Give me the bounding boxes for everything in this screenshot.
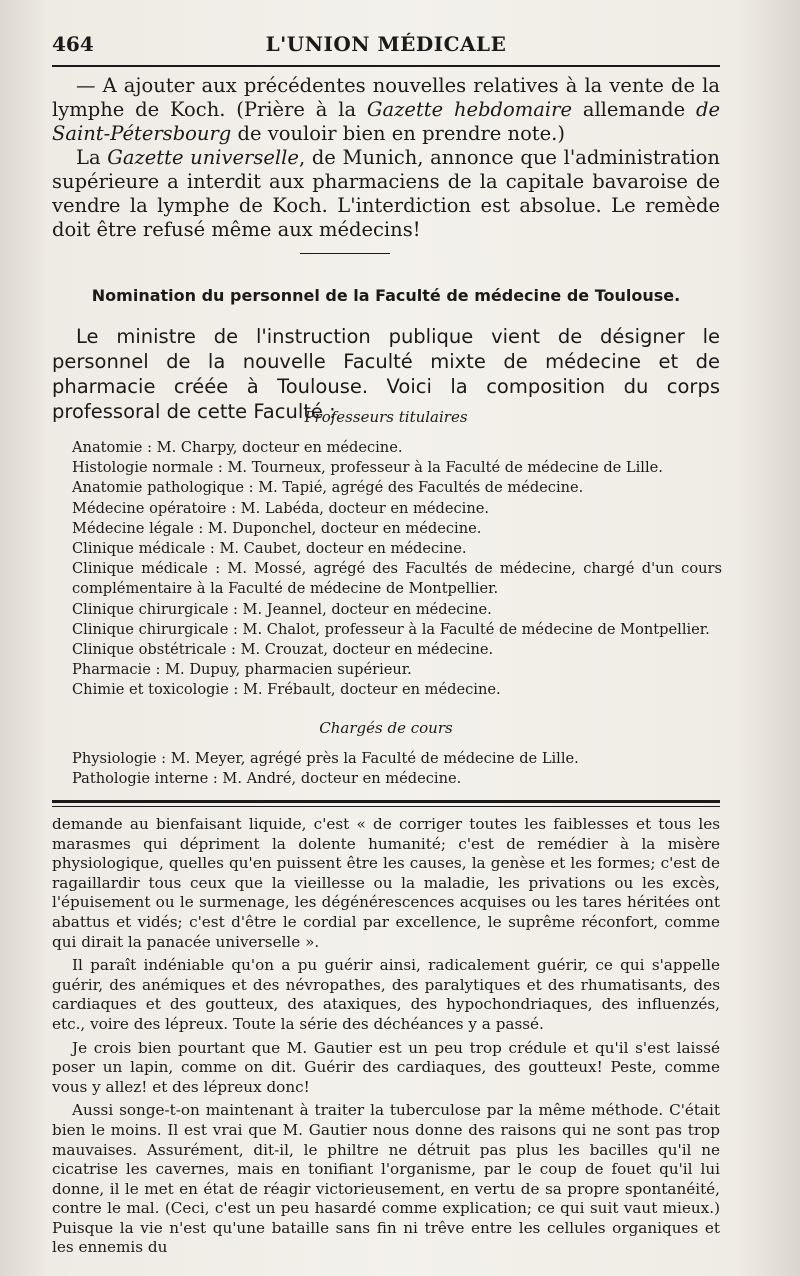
list-item: Clinique médicale : M. Caubet, docteur en médecine. [72, 540, 467, 558]
news-paragraph-koch-sale: — A ajouter aux précédentes nouvelles relatives à la vente de la lymphe de Koch. (Prière à la Gazette hebdomaire allemande de Saint-Pétersbourg de vouloir bien en prendre note.) [52, 74, 721, 145]
article-paragraph: Je crois bien pourtant que M. Gautier est un peu trop crédule et qu'il s'est laissé poser un lapin, comme on dit. Guérir des cardiaques, des goutteux! Peste, comme vous y allez! et des lépreux donc! [52, 1038, 720, 1096]
list-item: Histologie normale : M. Tourneux, professeur à la Faculté de médecine de Lille. [72, 459, 663, 477]
charges-heading: Chargés de cours [319, 719, 453, 737]
column-divider-thick [52, 800, 720, 803]
nomination-intro: Le ministre de l'instruction publique vient de désigner le personnel de la nouvelle Faculté mixte de médecine et de pharmacie créée à Toulouse. Voici la composition du corps professoral de cette Faculté : [52, 325, 720, 423]
section-divider [300, 253, 390, 254]
nomination-heading: Nomination du personnel de la Faculté de médecine de Toulouse. [91, 286, 681, 305]
list-item: Clinique chirurgicale : M. Jeannel, docteur en médecine. [72, 600, 492, 618]
professeurs-heading: Professeurs titulaires [304, 408, 468, 426]
page-number: 464 [52, 32, 94, 56]
charges-list [72, 749, 722, 789]
list-item: Pathologie interne : M. André, docteur en médecine. [72, 770, 462, 788]
professeurs-list [72, 438, 722, 701]
list-item: Clinique chirurgicale : M. Chalot, professeur à la Faculté de médecine de Montpellier. [72, 620, 710, 638]
column-divider-thin [52, 806, 720, 807]
header-rule [52, 65, 720, 67]
list-item: Chimie et toxicologie : M. Frébault, docteur en médecine. [72, 681, 501, 699]
running-title: L'UNION MÉDICALE [265, 32, 507, 56]
list-item: Clinique médicale : M. Mossé, agrégé des Facultés de médecine, chargé d'un cours complémentaire à la Faculté de médecine de Montpellier. [72, 560, 722, 598]
list-item: Clinique obstétricale : M. Crouzat, docteur en médecine. [72, 641, 494, 659]
news-items [52, 74, 720, 242]
article-paragraph: demande au bienfaisant liquide, c'est « de corriger toutes les faiblesses et tous les marasmes qui dépriment la dolente humanité; c'est de remédier à la misère physiologique, quelles qu'en puissent être les causes, la genèse et les formes; c'est de ragaillardir tous ceux que la vieillesse ou la maladie, les privations ou les excès, l'épuisement ou le surmenage, les dégénérescences acquises ou les tares héritées ont abattus et vidés; c'est d'être le cordial par excellence, le suprême réconfort, comme qui dirait la panacée universelle ». [52, 815, 720, 951]
page-header [52, 30, 720, 58]
list-item: Anatomie pathologique : M. Tapié, agrégé des Facultés de médecine. [72, 479, 584, 497]
list-item: Médecine légale : M. Duponchel, docteur en médecine. [72, 519, 482, 537]
article-paragraph: Aussi songe-t-on maintenant à traiter la tuberculose par la même méthode. C'était bien le moins. Il est vrai que M. Gautier nous donne des raisons qui ne sont pas trop mauvaises. Assurément, dit-il, le philtre ne détruit pas plus les bacilles qu'il ne cicatrise les cavernes, mais en tonifiant l'organisme, par le coup de fouet qu'il lui donne, il le met en état de réagir victorieusement, en vertu de sa propre spontanéité, contre le mal. (Ceci, c'est un peu hasardé comme explication; ce qui suit vaut mieux.) Puisque la vie n'est qu'une bataille sans fin ni trêve entre les cellules organiques et les ennemis du [52, 1101, 720, 1257]
news-paragraph-munich: La Gazette universelle, de Munich, annonce que l'administration supérieure a interdit aux pharmaciens de la capitale bavaroise de vendre la lymphe de Koch. L'interdiction est absolue. Le remède doit être refusé même aux médecins! [52, 146, 720, 241]
list-item: Physiologie : M. Meyer, agrégé près la Faculté de médecine de Lille. [72, 750, 579, 767]
article-body [52, 815, 720, 1262]
article-paragraph: Il paraît indéniable qu'on a pu guérir ainsi, radicalement guérir, ce qui s'appelle guérir, des anémiques et des névropathes, des paralytiques et des rhumatisants, des cardiaques et des goutteux, des ataxiques, des hypochondriaques, des influenzés, etc., voire des lépreux. Toute la série des déchéances y a passé. [52, 956, 720, 1033]
list-item: Pharmacie : M. Dupuy, pharmacien supérieur. [72, 661, 412, 679]
list-item: Anatomie : M. Charpy, docteur en médecine. [72, 439, 403, 456]
list-item: Médecine opératoire : M. Labéda, docteur en médecine. [72, 499, 490, 517]
